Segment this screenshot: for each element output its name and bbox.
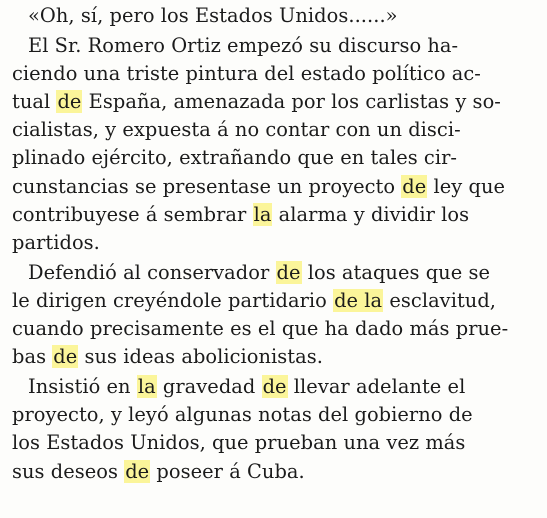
text-run: llevar adelante el xyxy=(287,375,466,399)
text-line xyxy=(12,2,537,30)
text-run: cialistas, y expuesta á no contar con un disci- xyxy=(12,118,461,142)
highlighted-word: de xyxy=(53,345,78,369)
text-run: alarma y dividir los xyxy=(272,202,470,226)
text-run: contribuyese á sembrar xyxy=(12,202,253,226)
text-line xyxy=(12,259,537,287)
text-line xyxy=(12,429,537,457)
text-run: partidos. xyxy=(12,230,100,254)
text-line xyxy=(12,116,537,144)
text-line xyxy=(12,315,537,343)
highlighted-word: de xyxy=(402,174,427,198)
text-run: poseer á Cuba. xyxy=(150,459,305,483)
text-line xyxy=(12,229,537,257)
text-run: ciendo una triste pintura del estado político ac- xyxy=(12,62,481,86)
highlighted-word: la xyxy=(253,202,272,226)
text-line xyxy=(12,88,537,116)
text-line xyxy=(12,287,537,315)
text-line xyxy=(12,401,537,429)
text-run: sus deseos xyxy=(12,459,125,483)
text-line xyxy=(12,32,537,60)
text-line xyxy=(12,201,537,229)
text-line xyxy=(12,173,537,201)
text-run: los Estados Unidos, que prueban una vez más xyxy=(12,431,466,455)
text-run: «Oh, sí, pero los Estados Unidos......» xyxy=(28,4,398,27)
text-run: Insistió en xyxy=(28,375,137,399)
highlighted-word: la xyxy=(137,375,156,399)
text-line xyxy=(12,60,537,88)
text-line xyxy=(12,144,537,172)
text-run: cunstancias se presentase un proyecto xyxy=(12,174,402,198)
text-run: El Sr. Romero Ortiz empezó su discurso ha- xyxy=(28,34,459,58)
text-run: plinado ejército, extrañando que en tales cir- xyxy=(12,146,458,170)
text-run: los ataques que se xyxy=(301,260,490,284)
text-run: esclavitud, xyxy=(383,288,496,312)
highlighted-word: de xyxy=(262,375,287,399)
text-run: gravedad xyxy=(156,375,262,399)
text-line xyxy=(12,458,537,486)
text-run: proyecto, y leyó algunas notas del gobierno de xyxy=(12,403,473,427)
highlighted-word: de la xyxy=(334,288,383,312)
paragraph xyxy=(12,259,537,371)
text-run: sus ideas abolicionistas. xyxy=(78,345,323,369)
text-run: bas xyxy=(12,345,53,369)
text-line xyxy=(12,373,537,401)
paragraph-quote xyxy=(12,2,537,30)
text-run: ley que xyxy=(427,174,506,198)
text-line xyxy=(12,343,537,371)
text-run: Defendió al conservador xyxy=(28,260,276,284)
text-run: cuando precisamente es el que ha dado más prue- xyxy=(12,317,509,341)
highlighted-word: de xyxy=(125,459,150,483)
text-run: tual xyxy=(12,90,57,114)
paragraph xyxy=(12,373,537,485)
paragraph xyxy=(12,32,537,257)
highlighted-word: de xyxy=(57,90,82,114)
highlighted-word: de xyxy=(276,260,301,284)
text-run: España, amenazada por los carlistas y so- xyxy=(82,90,501,114)
text-run: le dirigen creyéndole partidario xyxy=(12,288,334,312)
